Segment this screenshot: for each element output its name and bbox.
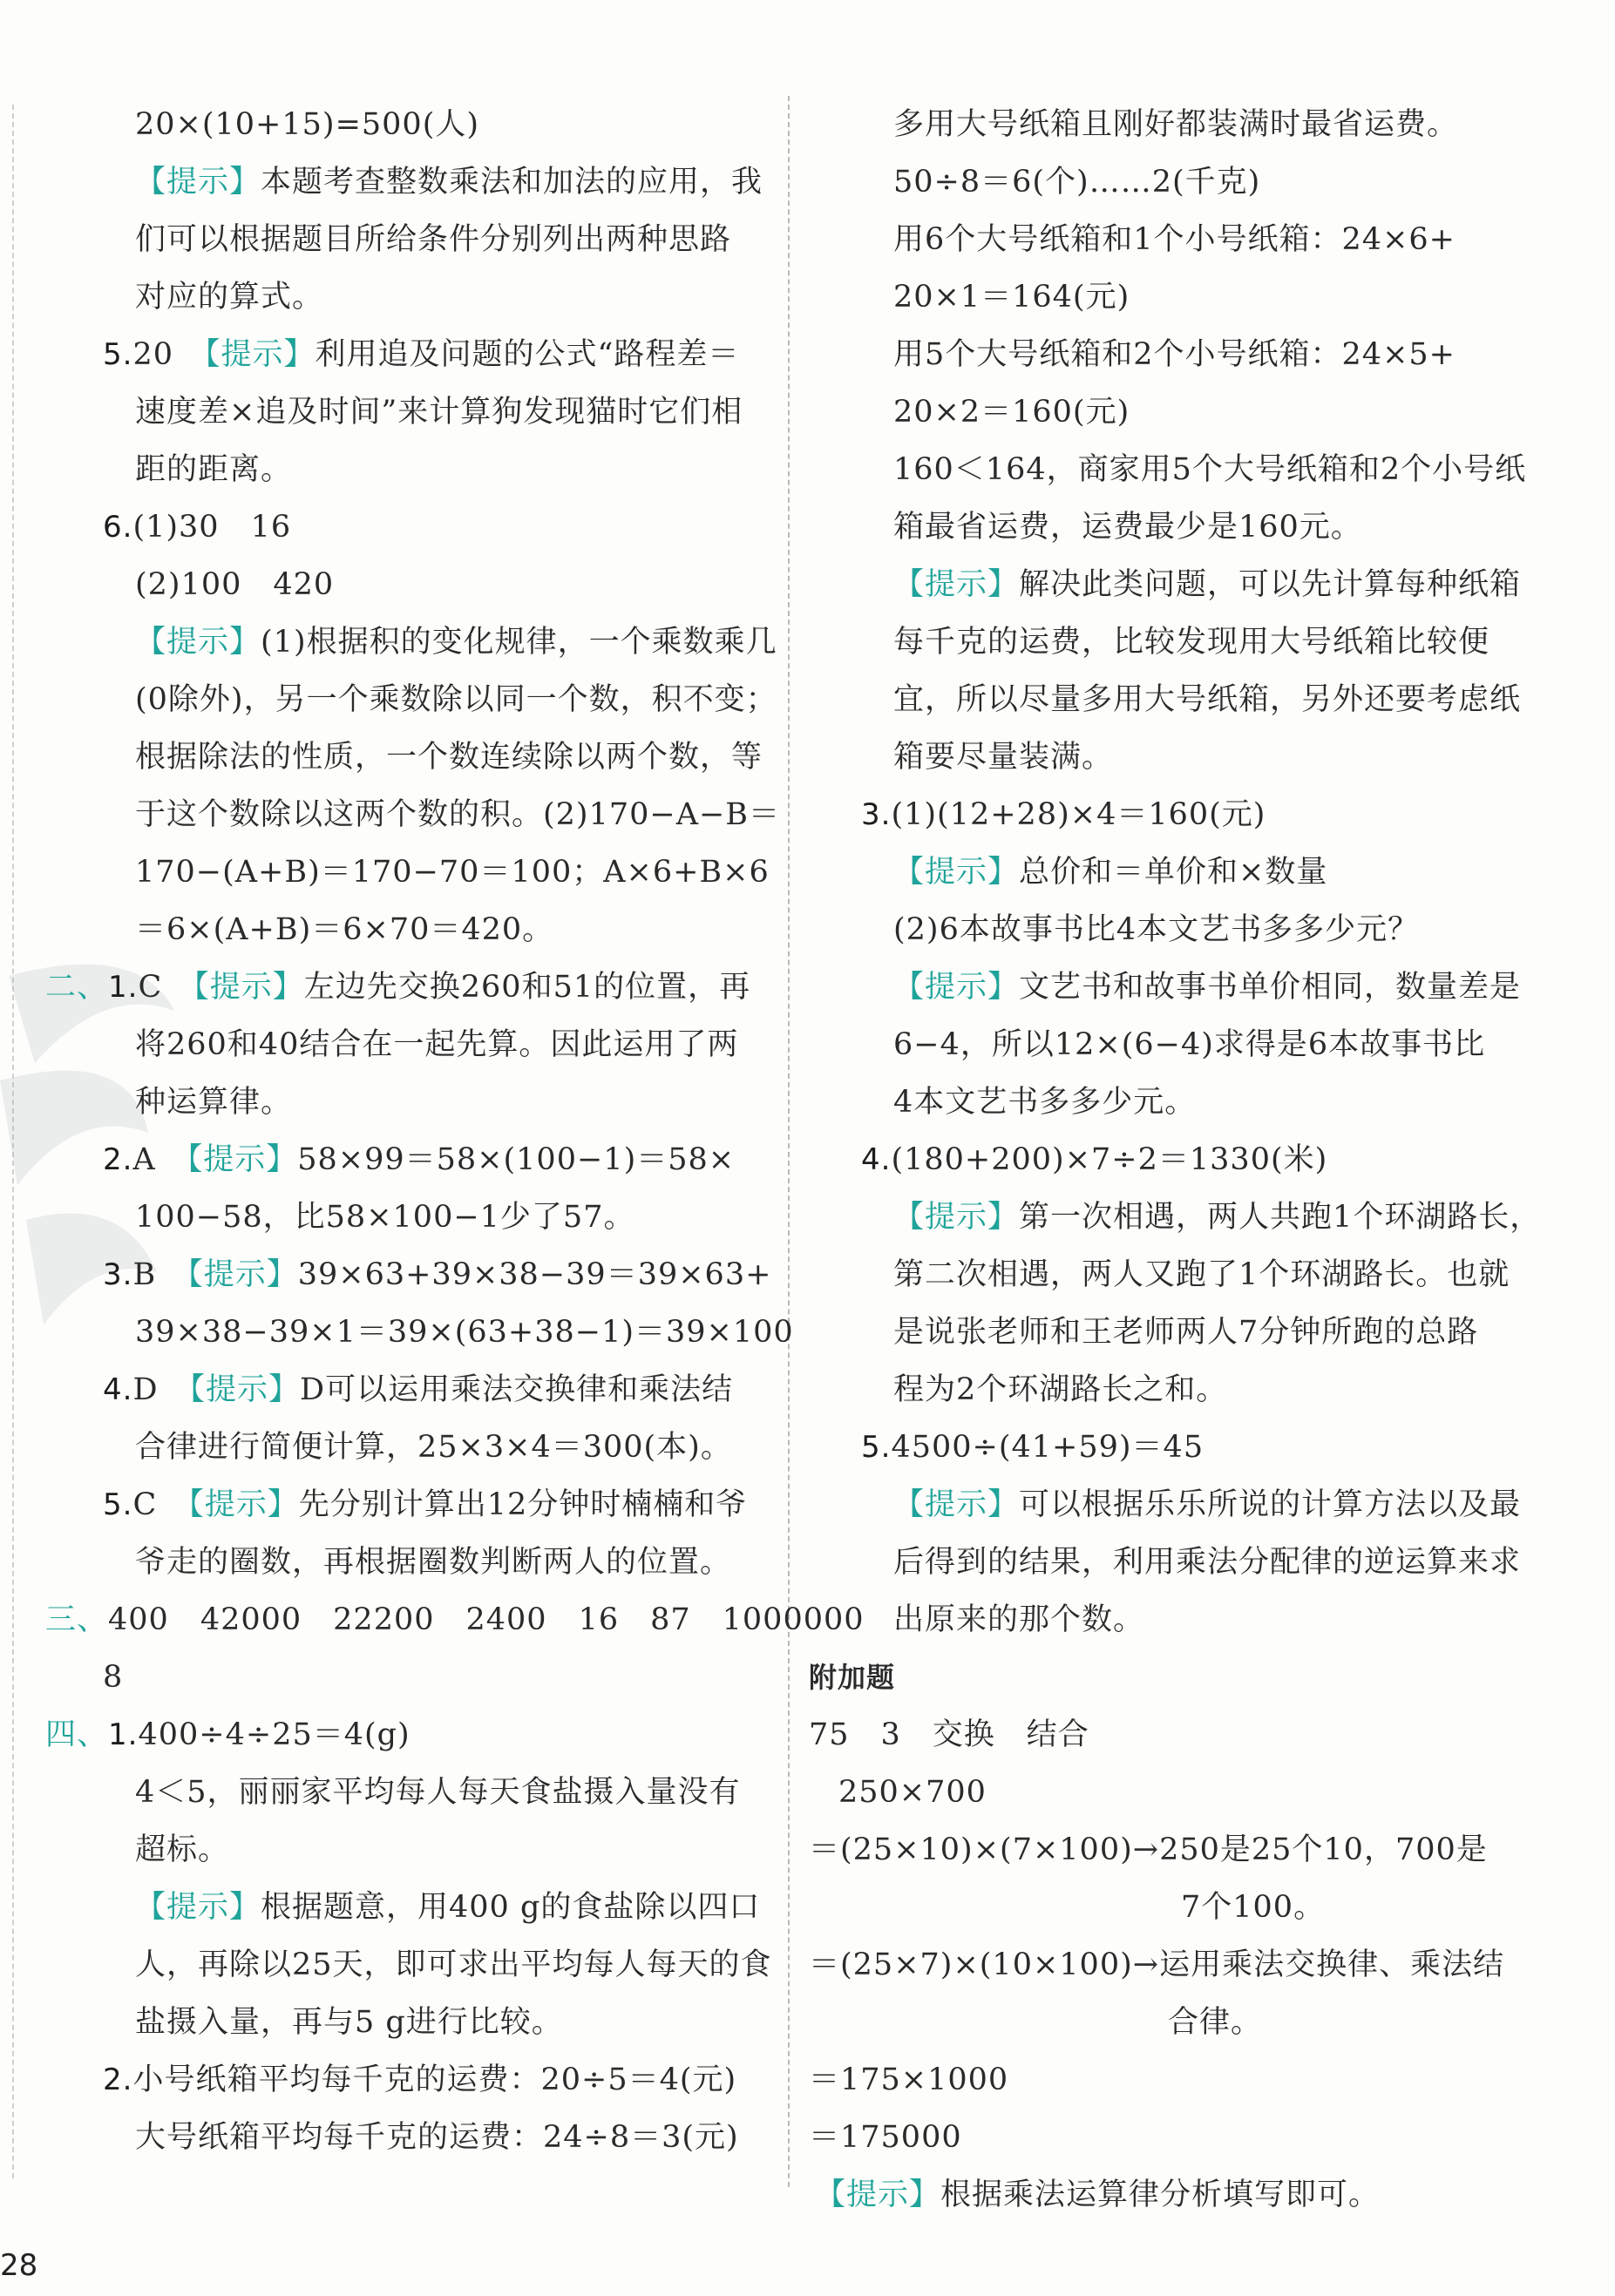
hint-tag: 【提示】 [188, 1487, 299, 1522]
left-line [135, 1994, 563, 2051]
line-text: 先分别计算出12分钟时楠楠和爷 [298, 1487, 748, 1522]
left-line [135, 268, 323, 326]
line-text: 爷走的圈数，再根据圈数判断两人的位置。 [135, 1545, 732, 1580]
right-line [893, 498, 1362, 556]
right-line [893, 613, 1489, 671]
section-marker: 四、 [45, 1717, 109, 1752]
left-line [45, 958, 750, 1016]
question-number: 1. [108, 1717, 139, 1752]
line-text: 20 [132, 337, 205, 372]
line-text: 每千克的运费，比较发现用大号纸箱比较便 [893, 625, 1490, 660]
line-text: 400÷4÷25＝4(g) [138, 1717, 411, 1752]
right-line [893, 958, 1521, 1016]
line-text: 文艺书和故事书单价相同，数量差是 [1019, 970, 1522, 1005]
left-line [103, 1476, 747, 1534]
line-text: (1)根据积的变化规律，一个乘数乘几 [261, 625, 777, 660]
line-text: D [132, 1372, 190, 1407]
left-line [135, 1879, 760, 1936]
right-line [838, 1764, 987, 1821]
hint-tag: 【提示】 [189, 1372, 301, 1407]
right-line [861, 786, 1266, 843]
line-text: 解决此类问题，可以先计算每种纸箱 [1019, 567, 1522, 602]
right-line [809, 1936, 1504, 1994]
question-number: 4. [861, 1142, 892, 1177]
line-text: (1)30 16 [132, 510, 292, 545]
hint-tag: 【提示】 [135, 1890, 261, 1925]
section-marker: 二、 [45, 970, 109, 1005]
right-line [809, 1821, 1488, 1879]
right-line [893, 1361, 1227, 1419]
line-text: 超标。 [135, 1832, 230, 1867]
question-number: 5. [103, 337, 133, 372]
line-text: 程为2个环湖路长之和。 [893, 1372, 1228, 1407]
hint-tag: 【提示】 [893, 1487, 1020, 1522]
left-line [135, 211, 731, 268]
line-text: 合律。 [1168, 2005, 1263, 2040]
line-text: C [138, 970, 194, 1005]
left-line [135, 786, 780, 843]
line-text: A [132, 1142, 187, 1177]
hint-tag: 【提示】 [193, 970, 304, 1005]
left-line [135, 1419, 732, 1476]
left-line [135, 613, 777, 671]
line-text: ＝175000 [809, 2120, 962, 2155]
hint-tag: 【提示】 [815, 2177, 941, 2212]
line-text: (180+200)×7÷2＝1330(米) [891, 1142, 1328, 1177]
line-text: 宜，所以尽量多用大号纸箱，另外还要考虑纸 [893, 682, 1522, 717]
arrow-icon: → [1132, 1832, 1160, 1867]
hint-tag: 【提示】 [893, 567, 1020, 602]
left-line [135, 1189, 634, 1246]
hint-tag: 【提示】 [187, 1142, 298, 1177]
section-heading: 附加题 [809, 1661, 896, 1694]
line-text: (2)6本故事书比4本文艺书多多少元？ [893, 912, 1420, 947]
line-text: 运用乘法交换律、乘法结 [1159, 1947, 1505, 1982]
line-text: 合律进行简便计算，25×3×4＝300(本)。 [135, 1430, 732, 1465]
left-line [103, 2051, 736, 2109]
line-text: 100−58，比58×100−1少了57。 [135, 1200, 635, 1235]
hint-tag: 【提示】 [893, 970, 1020, 1005]
question-number: 5. [103, 1487, 133, 1522]
line-text: 4500÷(41+59)＝45 [891, 1430, 1204, 1465]
line-text: 总价和＝单价和×数量 [1019, 855, 1328, 890]
line-text: 6−4，所以12×(6−4)求得是6本故事书比 [893, 1027, 1486, 1062]
right-line [893, 1189, 1541, 1246]
question-number: 1. [108, 970, 139, 1005]
hint-tag: 【提示】 [135, 165, 261, 200]
right-line [893, 1591, 1144, 1649]
left-line [103, 498, 291, 556]
line-text: ＝6×(A+B)＝6×70＝420。 [135, 912, 554, 947]
question-number: 3. [103, 1257, 133, 1292]
line-text: 出原来的那个数。 [893, 1602, 1145, 1637]
right-line [809, 1706, 1089, 1764]
right-line [893, 96, 1458, 153]
line-text: ＝175×1000 [809, 2062, 1009, 2097]
left-line [135, 2109, 739, 2166]
line-text: ＝(25×10)×(7×100) [809, 1832, 1133, 1867]
line-text: 第一次相遇，两人共跑1个环湖路长， [1019, 1200, 1542, 1235]
right-line [893, 1073, 1196, 1131]
line-text: 后得到的结果，利用乘法分配律的逆运算来求 [893, 1545, 1522, 1580]
right-line [893, 1534, 1521, 1591]
page-number: 28 [0, 2248, 38, 2283]
right-line [861, 1419, 1204, 1476]
line-text: 50÷8＝6(个)……2(千克) [893, 165, 1261, 200]
line-text: 170−(A+B)＝170−70＝100；A×6+B×6 [135, 855, 770, 890]
line-text: (2)100 420 [135, 567, 335, 602]
right-line [893, 843, 1327, 901]
hint-tag: 【提示】 [187, 1257, 298, 1292]
line-text: 4＜5，丽丽家平均每人每天食盐摄入量没有 [135, 1775, 741, 1810]
line-text: 20×(10+15)=500(人) [135, 107, 480, 142]
right-line [893, 1016, 1485, 1073]
line-text: 对应的算式。 [135, 280, 324, 315]
left-line [135, 1534, 731, 1591]
left-line [135, 1073, 292, 1131]
question-number: 3. [861, 797, 892, 832]
question-number: 2. [103, 2062, 133, 2097]
line-text: 根据题意，用400 g的食盐除以四口 [261, 1890, 761, 1925]
line-text: 根据除法的性质，一个数连续除以两个数，等 [135, 740, 763, 775]
line-text: 小号纸箱平均每千克的运费：20÷5＝4(元) [132, 2062, 737, 2097]
line-text: 可以根据乐乐所说的计算方法以及最 [1019, 1487, 1522, 1522]
right-line [861, 1131, 1327, 1189]
left-line [103, 1246, 771, 1304]
right-line [893, 211, 1456, 268]
hint-tag: 【提示】 [893, 1200, 1020, 1235]
line-text: 58×99＝58×(100−1)＝58× [297, 1142, 736, 1177]
line-text: 大号纸箱平均每千克的运费：24÷8＝3(元) [135, 2120, 739, 2155]
line-text: 多用大号纸箱且刚好都装满时最省运费。 [893, 107, 1459, 142]
question-number: 6. [103, 510, 133, 545]
line-text: 于这个数除以这两个数的积。(2)170−A−B＝ [135, 797, 781, 832]
line-text: 39×38−39×1＝39×(63+38−1)＝39×100 [135, 1315, 794, 1350]
line-text: C [132, 1487, 189, 1522]
line-text: 75 3 交换 结合 [809, 1717, 1089, 1752]
right-line [893, 153, 1260, 211]
right-line [893, 1304, 1478, 1361]
right-line [893, 268, 1130, 326]
line-text: 第二次相遇，两人又跑了1个环湖路长。也就 [893, 1257, 1510, 1292]
line-text: 种运算律。 [135, 1085, 293, 1120]
line-text: 们可以根据题目所给条件分别列出两种思路 [135, 222, 732, 257]
line-text: 8 [103, 1660, 124, 1695]
section-marker: 三、 [45, 1602, 109, 1637]
right-line [809, 2051, 1008, 2109]
left-line [135, 901, 553, 958]
left-line [135, 556, 334, 613]
line-text: 20×1＝164(元) [893, 280, 1130, 315]
arrow-icon: → [1132, 1947, 1160, 1982]
left-line [135, 1821, 229, 1879]
left-line [135, 671, 777, 728]
line-text: 箱要尽量装满。 [893, 740, 1114, 775]
left-line [135, 843, 770, 901]
right-line [809, 2109, 962, 2166]
line-text: 用5个大号纸箱和2个小号纸箱：24×5+ [893, 337, 1456, 372]
right-line [809, 1649, 895, 1706]
column-divider [788, 96, 790, 2187]
right-line [1181, 1879, 1325, 1936]
right-line [893, 441, 1526, 498]
line-text: 250×700 [838, 1775, 987, 1810]
right-line [893, 556, 1521, 613]
left-line [135, 153, 763, 211]
line-text: 39×63+39×38−39＝39×63+ [297, 1257, 772, 1292]
left-line [135, 1304, 794, 1361]
left-line [103, 1361, 733, 1419]
line-text: 利用追及问题的公式“路程差＝ [315, 337, 740, 372]
right-line [815, 2166, 1380, 2224]
line-text: 250是25个10，700是 [1159, 1832, 1488, 1867]
right-line [893, 728, 1113, 786]
line-text: 7个100。 [1181, 1890, 1326, 1925]
left-line [135, 441, 292, 498]
left-line [103, 326, 739, 383]
right-line [893, 326, 1456, 383]
right-line [893, 901, 1419, 958]
right-line [893, 1476, 1521, 1534]
question-number: 5. [861, 1430, 892, 1465]
left-line [135, 383, 743, 441]
left-line [103, 1131, 735, 1189]
line-text: 本题考查整数乘法和加法的应用，我 [261, 165, 763, 200]
left-line [135, 1016, 738, 1073]
line-text: 将260和40结合在一起先算。因此运用了两 [135, 1027, 739, 1062]
line-text: 距的距离。 [135, 452, 293, 487]
line-text: 是说张老师和王老师两人7分钟所跑的总路 [893, 1315, 1479, 1350]
line-text: 人，再除以25天，即可求出平均每人每天的食 [135, 1947, 772, 1982]
line-text: 用6个大号纸箱和1个小号纸箱：24×6+ [893, 222, 1456, 257]
line-text: ＝(25×7)×(10×100) [809, 1947, 1133, 1982]
hint-tag: 【提示】 [205, 337, 316, 372]
right-line [893, 1246, 1510, 1304]
line-text: 4本文艺书多多少元。 [893, 1085, 1197, 1120]
right-line [893, 671, 1521, 728]
line-text: 根据乘法运算律分析填写即可。 [940, 2177, 1381, 2212]
line-text: B [132, 1257, 188, 1292]
line-text: (1)(12+28)×4＝160(元) [891, 797, 1266, 832]
left-line [135, 1936, 772, 1994]
right-line [1168, 1994, 1262, 2051]
left-line [45, 1591, 865, 1649]
line-text: 160＜164，商家用5个大号纸箱和2个小号纸 [893, 452, 1527, 487]
line-text: 速度差×追及时间”来计算狗发现猫时它们相 [135, 395, 743, 430]
question-number: 2. [103, 1142, 133, 1177]
line-text: D可以运用乘法交换律和乘法结 [300, 1372, 734, 1407]
line-text: 400 42000 22200 2400 16 87 1000000 [108, 1602, 865, 1637]
left-line [45, 1706, 411, 1764]
right-line [893, 383, 1130, 441]
left-line [135, 96, 479, 153]
left-line [135, 1764, 741, 1821]
hint-tag: 【提示】 [893, 855, 1020, 890]
hint-tag: 【提示】 [135, 625, 261, 660]
line-text: 左边先交换260和51的位置，再 [303, 970, 751, 1005]
left-line [135, 728, 763, 786]
left-line [103, 1649, 123, 1706]
question-number: 4. [103, 1372, 133, 1407]
line-text: (0除外)，另一个乘数除以同一个数，积不变； [135, 682, 777, 717]
line-text: 20×2＝160(元) [893, 395, 1130, 430]
line-text: 箱最省运费，运费最少是160元。 [893, 510, 1362, 545]
line-text: 盐摄入量，再与5 g进行比较。 [135, 2005, 563, 2040]
